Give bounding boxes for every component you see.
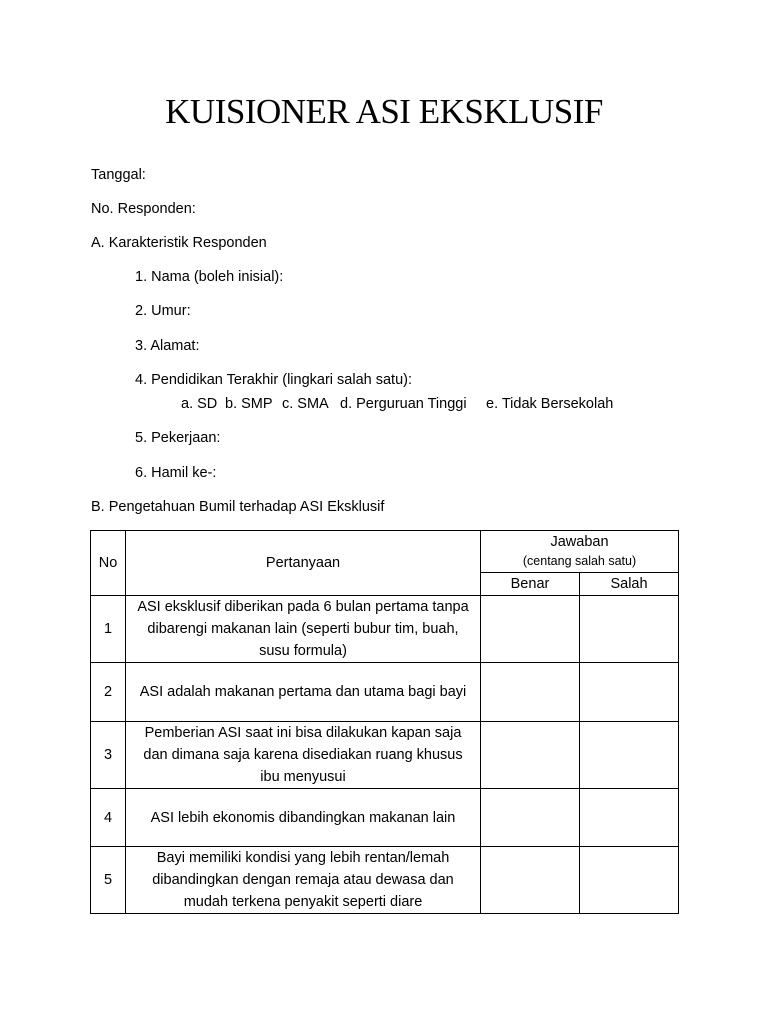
row-number: 5 [91, 847, 126, 914]
education-option-pt: d. Perguruan Tinggi [340, 396, 467, 412]
header-question: Pertanyaan [126, 531, 481, 596]
item-nama: 1. Nama (boleh inisial): [135, 269, 284, 285]
row-question: ASI eksklusif diberikan pada 6 bulan pertama tanpa dibarengi makanan lain (seperti bubur tim, buah, susu formula) [126, 596, 481, 663]
item-alamat: 3. Alamat: [135, 338, 200, 354]
page-title: KUISIONER ASI EKSKLUSIF [165, 92, 603, 131]
header-true: Benar [481, 573, 580, 596]
no-responden-field: No. Responden: [91, 201, 196, 217]
knowledge-table [90, 530, 679, 914]
header-false: Salah [580, 573, 679, 596]
table-row [91, 847, 679, 914]
education-option-sd: a. SD [181, 396, 218, 412]
answer-true-cell[interactable] [481, 847, 580, 914]
answer-false-cell[interactable] [580, 663, 679, 722]
answer-false-cell[interactable] [580, 722, 679, 789]
answer-false-cell[interactable] [580, 847, 679, 914]
item-pekerjaan: 5. Pekerjaan: [135, 430, 221, 446]
row-number: 2 [91, 663, 126, 722]
table-row [91, 789, 679, 847]
tanggal-field: Tanggal: [91, 167, 146, 183]
row-question: ASI adalah makanan pertama dan utama bagi bayi [126, 663, 481, 722]
header-answer [481, 531, 679, 573]
answer-true-cell[interactable] [481, 789, 580, 847]
table-row [91, 663, 679, 722]
row-question: Bayi memiliki kondisi yang lebih rentan/lemah dibandingkan dengan remaja atau dewasa dan mudah terkena penyakit seperti diare [126, 847, 481, 914]
table-row [91, 722, 679, 789]
row-number: 4 [91, 789, 126, 847]
row-number: 3 [91, 722, 126, 789]
answer-true-cell[interactable] [481, 722, 580, 789]
answer-true-cell[interactable] [481, 596, 580, 663]
education-option-sma: c. SMA [282, 396, 329, 412]
row-number: 1 [91, 596, 126, 663]
row-question: Pemberian ASI saat ini bisa dilakukan kapan saja dan dimana saja karena disediakan ruang khusus ibu menyusui [126, 722, 481, 789]
table-header-row [91, 531, 679, 573]
header-no: No [91, 531, 126, 596]
answer-false-cell[interactable] [580, 789, 679, 847]
answer-false-cell[interactable] [580, 596, 679, 663]
item-umur: 2. Umur: [135, 303, 191, 319]
education-option-tidak: e. Tidak Bersekolah [486, 396, 614, 412]
row-question: ASI lebih ekonomis dibandingkan makanan lain [126, 789, 481, 847]
table-row [91, 596, 679, 663]
header-answer-label: Jawaban [550, 533, 609, 550]
answer-true-cell[interactable] [481, 663, 580, 722]
education-option-smp: b. SMP [225, 396, 273, 412]
item-hamil: 6. Hamil ke-: [135, 465, 217, 481]
item-pendidikan: 4. Pendidikan Terakhir (lingkari salah satu): [135, 372, 412, 388]
section-b-heading: B. Pengetahuan Bumil terhadap ASI Eksklusif [91, 499, 385, 515]
section-a-heading: A. Karakteristik Responden [91, 235, 267, 251]
header-answer-note: (centang salah satu) [522, 553, 637, 568]
